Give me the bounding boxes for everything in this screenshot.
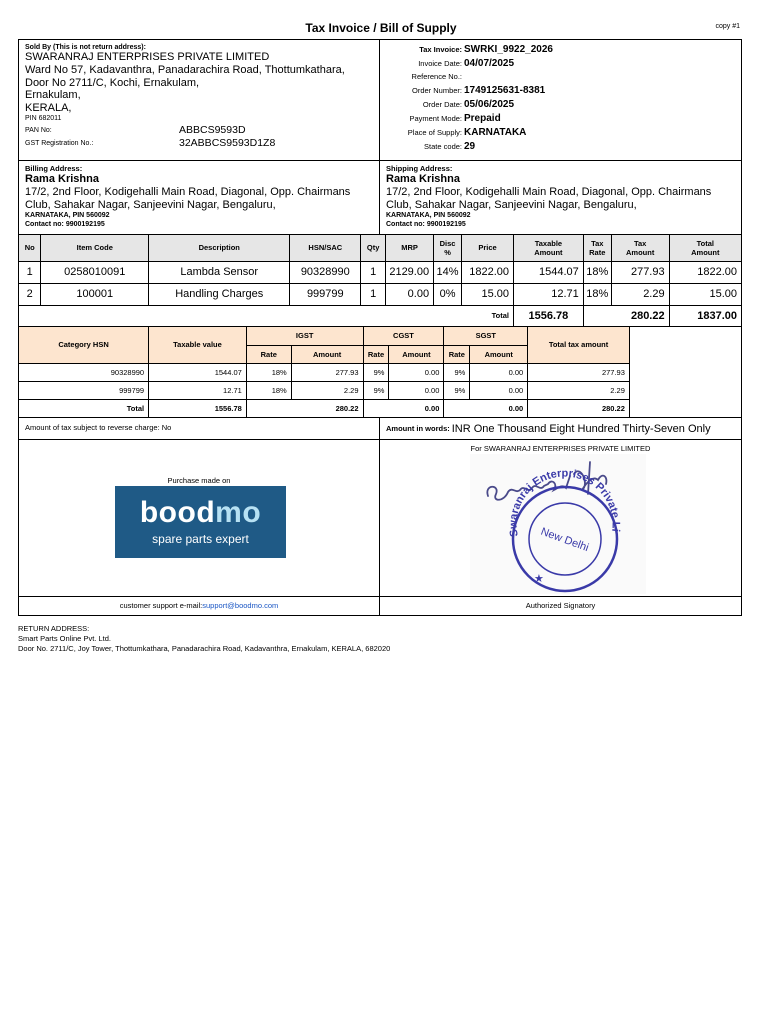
amount-words-section bbox=[19, 418, 741, 440]
svg-text:Swaranraj Enterprises Private: Swaranraj Enterprises Private Li bbox=[507, 467, 622, 538]
seller-block bbox=[19, 40, 380, 160]
table-row: 999799 12.71 18% 2.29 9% 0.00 9% 0.00 2.29 bbox=[19, 381, 741, 399]
tax-section bbox=[19, 327, 741, 418]
document-title: Tax Invoice / Bill of Supply bbox=[305, 21, 457, 35]
items-section bbox=[19, 235, 741, 327]
meta-place-of-supply: Place of Supply: KARNATAKA bbox=[407, 126, 527, 138]
billing-name: Rama Krishna bbox=[25, 173, 99, 185]
items-table bbox=[19, 235, 741, 326]
authorized-signatory: Authorized Signatory bbox=[525, 601, 596, 610]
meta-reference: Reference No.: bbox=[411, 71, 462, 81]
customer-support: customer support e-mail:support@boodmo.com bbox=[19, 597, 380, 615]
invoice-frame bbox=[18, 39, 742, 616]
tax-summary-table: Category HSN Taxable value IGST CGST SGST Total tax amount Rate Amount Rate Amount Rate Amount 90328990 1544.07 18% 277.93 9% 0.00 9% 0.00 277.93 999799 12.71 18% 2.29 9% 0.00 9% 0.00 2.29 Total 1556.78 280.22 0.00 0.00 280.22 bbox=[19, 327, 741, 417]
stamp-signature-image bbox=[470, 454, 646, 594]
shipping-address: Shipping Address: Rama Krishna 17/2, 2nd Floor, Kodigehalli Main Road, Diagonal, Opp. Chairmans Club, Sahakar Nagar, Sanjeevini Nagar, Bengaluru, KARNATAKA, PIN 560092 Contact no: 9900192195 bbox=[380, 161, 741, 234]
table-row: 90328990 1544.07 18% 277.93 9% 0.00 9% 0.00 277.93 bbox=[19, 363, 741, 381]
billing-contact: Contact no: 9900192195 bbox=[25, 221, 105, 228]
tax-total-row: Total 1556.78 280.22 0.00 0.00 280.22 bbox=[19, 399, 741, 417]
shipping-contact: Contact no: 9900192195 bbox=[386, 221, 466, 228]
table-row: 1 0258010091 Lambda Sensor 90328990 1 2129.00 14% 1822.00 1544.07 18% 277.93 1822.00 bbox=[19, 261, 741, 283]
items-total-row: Total 1556.78 280.22 1837.00 bbox=[19, 305, 741, 326]
seller-address-line: Ernakulam, bbox=[25, 89, 81, 101]
address-section bbox=[19, 161, 741, 235]
company-stamp-icon bbox=[470, 454, 646, 594]
items-header-row: No Item Code Description HSN/SAC Qty MRP Disc % Price Taxable Amount Tax Rate Tax Amount Total Amount bbox=[19, 235, 741, 261]
purchase-block bbox=[19, 440, 380, 596]
seller-address-line: Door No 2711/C, Kochi, Ernakulam, bbox=[25, 76, 200, 89]
for-company: For SWARANRAJ ENTERPRISES PRIVATE LIMITED bbox=[470, 444, 651, 453]
return-address: RETURN ADDRESS: Smart Parts Online Pvt. Ltd. Door No. 2711/C, Joy Tower, Thottumkathara, Panadarachira Road, Kadavanthra, Ernakulam, KERALA, 682020 bbox=[18, 624, 391, 653]
amount-in-words: Amount in words: INR One Thousand Eight Hundred Thirty-Seven Only bbox=[386, 422, 711, 435]
seller-address-line: KERALA, bbox=[25, 101, 72, 114]
boodmo-logo: boodmo spare parts expert bbox=[115, 486, 286, 558]
logo-signature-section bbox=[19, 440, 741, 597]
svg-text:★: ★ bbox=[534, 572, 544, 585]
meta-payment-mode: Payment Mode: Prepaid bbox=[409, 112, 501, 124]
seller-address-line: Ward No 57, Kadavanthra, Panadarachira Road, Thottumkathara, bbox=[25, 64, 345, 76]
meta-order-number: Order Number: 1749125631-8381 bbox=[411, 85, 546, 97]
seller-section bbox=[19, 40, 741, 161]
signatory-block bbox=[380, 440, 741, 596]
billing-address: Billing Address: Rama Krishna 17/2, 2nd Floor, Kodigehalli Main Road, Diagonal, Opp. Chairmans Club, Sahakar Nagar, Sanjeevini Nagar, Bengaluru, KARNATAKA, PIN 560092 Contact no: 9900192195 bbox=[19, 161, 380, 234]
meta-invoice-date: Invoice Date: 04/07/2025 bbox=[418, 57, 515, 69]
seller-gst: GST Registration No.: 32ABBCS9593D1Z8 bbox=[25, 137, 276, 149]
table-row: 2 100001 Handling Charges 999799 1 0.00 0% 15.00 12.71 18% 2.29 15.00 bbox=[19, 283, 741, 305]
copy-label: copy #1 bbox=[715, 23, 740, 30]
footer-section bbox=[19, 597, 741, 615]
invoice-meta bbox=[380, 40, 741, 160]
shipping-name: Rama Krishna bbox=[386, 173, 460, 185]
purchase-made-on: Purchase made on bbox=[167, 476, 231, 485]
support-email-link[interactable]: support@boodmo.com bbox=[202, 601, 279, 610]
meta-order-date: Order Date: 05/06/2025 bbox=[422, 99, 515, 111]
seller-name: SWARANRAJ ENTERPRISES PRIVATE LIMITED bbox=[25, 51, 270, 63]
seller-pan: PAN No: ABBCS9593D bbox=[25, 124, 246, 136]
meta-tax-invoice: Tax Invoice: SWRKI_9922_2026 bbox=[419, 44, 553, 55]
seller-pin: PIN 682011 bbox=[25, 115, 62, 122]
svg-text:New Delhi: New Delhi bbox=[539, 525, 591, 555]
reverse-charge-note: Amount of tax subject to reverse charge: No bbox=[19, 418, 380, 439]
seller-label: Sold By (This is not return address): bbox=[25, 44, 146, 51]
meta-state-code: State code: 29 bbox=[424, 140, 476, 152]
